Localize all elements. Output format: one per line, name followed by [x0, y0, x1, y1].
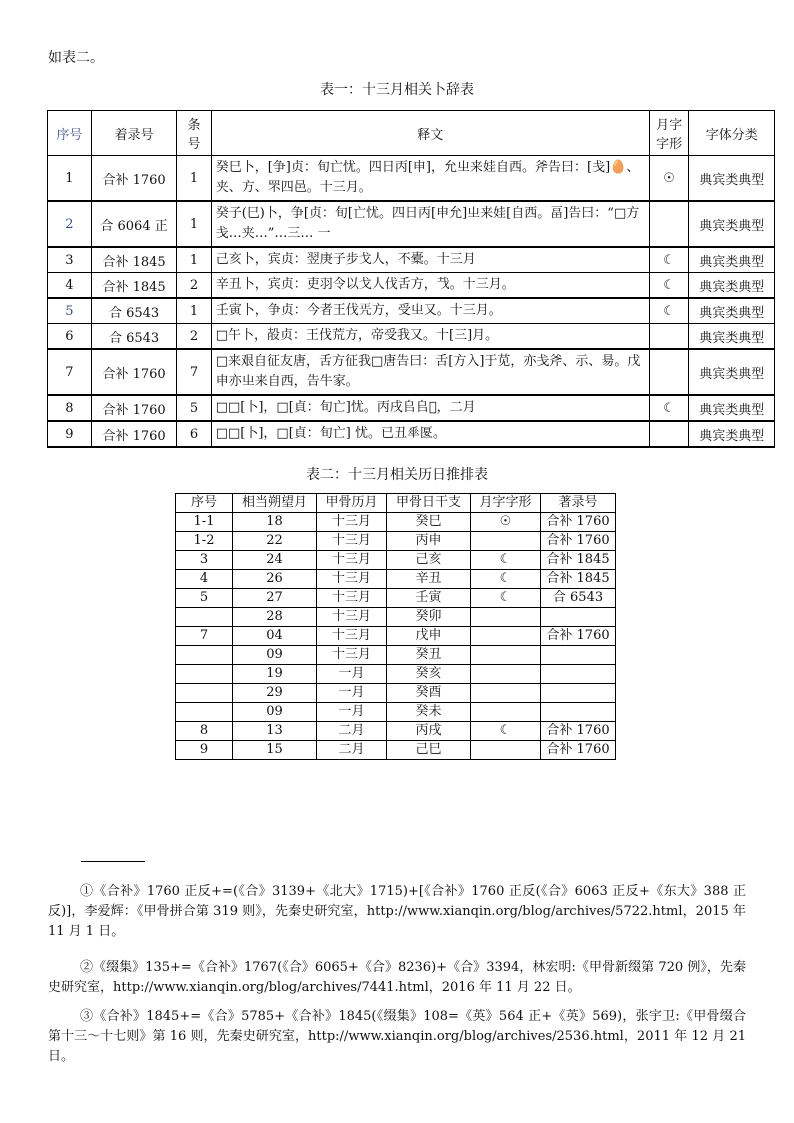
- table2-cell-glyph: [471, 703, 541, 722]
- intro-text: 如表二。: [48, 50, 104, 66]
- table1-cell-text: 癸巳卜，[争]贞：旬亡忧。四日丙[申]，允㞢来娃自西。斧告曰：[戋]🥚、夹、方、罘四邑。十三月。: [211, 156, 649, 202]
- table2-cell-ganzhi: 癸卯: [387, 608, 471, 627]
- table2-cell-ganzhi: 丙戌: [387, 722, 471, 741]
- table2-cell-no: 1-2: [176, 532, 233, 551]
- table1-cell-text: □□[卜]，□[貞：旬亡]忧。丙戌𠂤𠂤𢀚，二月: [211, 395, 649, 421]
- table2-cell-month: 十三月: [317, 532, 387, 551]
- table2-header-source: 著录号: [541, 494, 616, 513]
- table2-row: [176, 684, 616, 703]
- table2-cell-no: 5: [176, 589, 233, 608]
- table1-cell-no: 9: [48, 421, 92, 447]
- table1-cell-source: 合补 1760: [91, 349, 177, 395]
- table1-cell-source: 合补 1760: [91, 395, 177, 421]
- table2-cell-glyph: ☾: [471, 570, 541, 589]
- table1-header-row: [48, 111, 775, 156]
- table2-cell-no: 1-1: [176, 513, 233, 532]
- table1-cell-no: 1: [48, 156, 92, 202]
- table2-cell-no: [176, 608, 233, 627]
- table2-cell-lunar: 29: [233, 684, 317, 703]
- table1-cell-text: 壬寅卜，争贞：今者王伐𠙁方，受㞢又。十三月。: [211, 298, 649, 324]
- table2-row: [176, 608, 616, 627]
- table1-header-text: 释文: [211, 111, 649, 156]
- table2-cell-ganzhi: 癸丑: [387, 646, 471, 665]
- table2-cell-lunar: 24: [233, 551, 317, 570]
- table1-cell-source: 合补 1845: [91, 273, 177, 299]
- footnote-1: [48, 882, 746, 942]
- table2-row: [176, 532, 616, 551]
- table2-cell-source: 合 6543: [541, 589, 616, 608]
- table2-cell-ganzhi: 癸亥: [387, 665, 471, 684]
- table1-cell-style: 典宾类典型: [689, 421, 775, 447]
- table2-cell-lunar: 19: [233, 665, 317, 684]
- table2-row: [176, 513, 616, 532]
- table2-cell-source: [541, 684, 616, 703]
- table2-header-glyph: 月字字形: [471, 494, 541, 513]
- table1-cell-no: 5: [48, 298, 92, 324]
- table1-cell-no: 6: [48, 324, 92, 350]
- table1-row: [48, 156, 775, 202]
- table2-cell-lunar: 22: [233, 532, 317, 551]
- table2-cell-ganzhi: 丙申: [387, 532, 471, 551]
- table2-cell-glyph: [471, 684, 541, 703]
- table1-cell-glyph: ☾: [649, 247, 689, 273]
- table2-cell-month: 十三月: [317, 627, 387, 646]
- table2-cell-glyph: [471, 532, 541, 551]
- table1-header-glyph: 月字字形: [649, 111, 689, 156]
- table2-header-lunar: 相当朔望月: [233, 494, 317, 513]
- table1-cell-item: 1: [177, 247, 211, 273]
- table1-cell-text: 辛丑卜，宾贞：吏羽令以戈人伐舌方，𢦏。十三月。: [211, 273, 649, 299]
- table1-cell-style: 典宾类典型: [689, 247, 775, 273]
- footnote-separator: [81, 861, 145, 862]
- table1-cell-style: 典宾类典型: [689, 298, 775, 324]
- table2-cell-source: 合补 1845: [541, 551, 616, 570]
- table2-cell-lunar: 27: [233, 589, 317, 608]
- table2-cell-no: 7: [176, 627, 233, 646]
- table2-cell-ganzhi: 癸酉: [387, 684, 471, 703]
- table1-cell-style: 典宾类典型: [689, 156, 775, 202]
- table2-cell-lunar: 28: [233, 608, 317, 627]
- table2-cell-month: 二月: [317, 722, 387, 741]
- table2-cell-ganzhi: 癸巳: [387, 513, 471, 532]
- table2-cell-glyph: ☾: [471, 589, 541, 608]
- table2-cell-source: [541, 703, 616, 722]
- table2-cell-lunar: 15: [233, 741, 317, 760]
- table2-cell-ganzhi: 壬寅: [387, 589, 471, 608]
- footnote-2-text: ②《缀集》135+=《合补》1767(《合》6065+《合》8236)+《合》3394，林宏明:《甲骨新缀第 720 例》，先秦史研究室，http://www.xianqin.org/blog/archives/7441.html，2016 年 11 月 22 日。: [48, 960, 746, 995]
- table1-cell-no: 7: [48, 349, 92, 395]
- table1-row: [48, 247, 775, 273]
- table2-cell-source: [541, 608, 616, 627]
- table1-cell-source: 合补 1845: [91, 247, 177, 273]
- table1-cell-no: 3: [48, 247, 92, 273]
- table1-cell-glyph: ☉: [649, 156, 689, 202]
- table1-header-item: 条号: [177, 111, 211, 156]
- table1-row: [48, 349, 775, 395]
- table2-row: [176, 589, 616, 608]
- table2-cell-glyph: [471, 646, 541, 665]
- table2-row: [176, 627, 616, 646]
- table1-cell-item: 1: [177, 298, 211, 324]
- table2-cell-month: 一月: [317, 665, 387, 684]
- table1-header-style: 字体分类: [689, 111, 775, 156]
- table2-cell-lunar: 18: [233, 513, 317, 532]
- table2-cell-ganzhi: 戊申: [387, 627, 471, 646]
- table2-cell-month: 十三月: [317, 589, 387, 608]
- table1-cell-source: 合 6064 正: [91, 201, 177, 247]
- table1-cell-glyph: ☾: [649, 395, 689, 421]
- table2-header-ganzhi: 甲骨日干支: [387, 494, 471, 513]
- table2-cell-source: 合补 1760: [541, 532, 616, 551]
- table1-cell-item: 1: [177, 201, 211, 247]
- table2-cell-ganzhi: 辛丑: [387, 570, 471, 589]
- table1-cell-item: 2: [177, 324, 211, 350]
- table1-header-no: 序号: [48, 111, 92, 156]
- table2-cell-no: 3: [176, 551, 233, 570]
- table1-header-source: 着录号: [91, 111, 177, 156]
- table2-header-month: 甲骨历月: [317, 494, 387, 513]
- table1-cell-glyph: [649, 349, 689, 395]
- table2-cell-no: [176, 703, 233, 722]
- table1-cell-text: □来艰自征友唐，舌方征我□唐告曰：舌[方入]于苋，亦戋斧、示、昜。戊申亦㞢来自西，告牛家。: [211, 349, 649, 395]
- table2-cell-source: 合补 1845: [541, 570, 616, 589]
- table2-row: [176, 741, 616, 760]
- footnote-2: [48, 958, 746, 998]
- table2-cell-month: 一月: [317, 684, 387, 703]
- table2-header-row: [176, 494, 616, 513]
- table2-cell-source: [541, 665, 616, 684]
- table1-cell-source: 合 6543: [91, 298, 177, 324]
- table2-row: [176, 570, 616, 589]
- table2-cell-month: 一月: [317, 703, 387, 722]
- table2-cell-no: 8: [176, 722, 233, 741]
- table1-cell-text: □□[卜]，□[貞：旬亡] 忧。已丑𠦬匽。: [211, 421, 649, 447]
- table1-cell-item: 2: [177, 273, 211, 299]
- table1-row: [48, 273, 775, 299]
- table2-cell-no: [176, 684, 233, 703]
- table2-cell-glyph: ☾: [471, 551, 541, 570]
- table1-cell-source: 合 6543: [91, 324, 177, 350]
- table2-cell-month: 十三月: [317, 646, 387, 665]
- table1-cell-text: □午卜，㱿贞：王伐荒方，帝受我又。十[三]月。: [211, 324, 649, 350]
- table1-cell-glyph: [649, 324, 689, 350]
- table1-row: [48, 298, 775, 324]
- table1-row: [48, 395, 775, 421]
- table1-row: [48, 201, 775, 247]
- table2-cell-glyph: ☉: [471, 513, 541, 532]
- table1-cell-item: 7: [177, 349, 211, 395]
- table1-cell-no: 2: [48, 201, 92, 247]
- table2-caption: 表二：十三月相关历日推排表: [306, 467, 488, 483]
- footnote-1-text: ①《合补》1760 正反+=(《合》3139+《北大》1715)+[《合补》1760 正反(《合》6063 正反+《东大》388 正反)]，李爱辉：《甲骨拼合第 319 则》，先秦史研究室，http://www.xianqin.org/blog/archives/5722.html，2015 年 11 月 1 日。: [48, 884, 746, 939]
- table1-oracle-inscriptions: [47, 110, 775, 448]
- table1-caption: 表一：十三月相关卜辞表: [320, 82, 474, 98]
- table2-row: [176, 722, 616, 741]
- table2-row: [176, 703, 616, 722]
- table1-cell-source: 合补 1760: [91, 156, 177, 202]
- table2-cell-month: 二月: [317, 741, 387, 760]
- table2-cell-glyph: [471, 741, 541, 760]
- table2-cell-no: [176, 665, 233, 684]
- footnote-3-text: ③《合补》1845+=《合》5785+《合补》1845(《缀集》108=《英》564 正+《英》569)，张宇卫:《甲骨缀合第十三～十七则》第 16 则，先秦史研究室，http://www.xianqin.org/blog/archives/2536.html，2011 年 12 月 21 日。: [48, 1009, 746, 1064]
- table2-cell-lunar: 04: [233, 627, 317, 646]
- table2-cell-no: 4: [176, 570, 233, 589]
- table2-cell-lunar: 09: [233, 646, 317, 665]
- table2-cell-source: 合补 1760: [541, 741, 616, 760]
- table2-cell-glyph: ☾: [471, 722, 541, 741]
- table2-header-no: 序号: [176, 494, 233, 513]
- table2-cell-glyph: [471, 608, 541, 627]
- table1-cell-item: 5: [177, 395, 211, 421]
- table1-row: [48, 324, 775, 350]
- table2-cell-source: 合补 1760: [541, 722, 616, 741]
- table1-cell-glyph: ☾: [649, 273, 689, 299]
- table2-row: [176, 551, 616, 570]
- table1-cell-glyph: [649, 201, 689, 247]
- table2-cell-glyph: [471, 627, 541, 646]
- table1-row: [48, 421, 775, 447]
- table2-calendar-arrangement: [175, 493, 616, 760]
- table1-cell-glyph: [649, 421, 689, 447]
- table1-cell-style: 典宾类典型: [689, 395, 775, 421]
- footnote-3: [48, 1007, 746, 1067]
- table1-cell-no: 4: [48, 273, 92, 299]
- table2-cell-lunar: 09: [233, 703, 317, 722]
- table2-cell-month: 十三月: [317, 608, 387, 627]
- table2-cell-month: 十三月: [317, 570, 387, 589]
- table1-cell-style: 典宾类典型: [689, 273, 775, 299]
- table2-cell-lunar: 26: [233, 570, 317, 589]
- table2-cell-ganzhi: 癸未: [387, 703, 471, 722]
- table2-cell-month: 十三月: [317, 513, 387, 532]
- table2-cell-no: [176, 646, 233, 665]
- table2-cell-source: 合补 1760: [541, 627, 616, 646]
- table1-cell-item: 1: [177, 156, 211, 202]
- table1-cell-style: 典宾类典型: [689, 324, 775, 350]
- table2-cell-lunar: 13: [233, 722, 317, 741]
- table2-cell-source: [541, 646, 616, 665]
- table2-row: [176, 665, 616, 684]
- table1-cell-no: 8: [48, 395, 92, 421]
- table2-cell-ganzhi: 己亥: [387, 551, 471, 570]
- table1-cell-text: 己亥卜，宾贞：翌庚子步戈人，不橐。十三月: [211, 247, 649, 273]
- table2-cell-month: 十三月: [317, 551, 387, 570]
- table2-cell-no: 9: [176, 741, 233, 760]
- table1-cell-item: 6: [177, 421, 211, 447]
- table2-cell-ganzhi: 己巳: [387, 741, 471, 760]
- table1-cell-glyph: ☾: [649, 298, 689, 324]
- table1-cell-style: 典宾类典型: [689, 349, 775, 395]
- table2-cell-glyph: [471, 665, 541, 684]
- table1-cell-style: 典宾类典型: [689, 201, 775, 247]
- table2-cell-source: 合补 1760: [541, 513, 616, 532]
- table1-cell-source: 合补 1760: [91, 421, 177, 447]
- table2-row: [176, 646, 616, 665]
- table1-cell-text: 癸子(巳)卜，争[贞：旬[亡忧。四日丙[申允]㞢来娃[自西。畐]告曰：“□方戋…夹…”…三… 一: [211, 201, 649, 247]
